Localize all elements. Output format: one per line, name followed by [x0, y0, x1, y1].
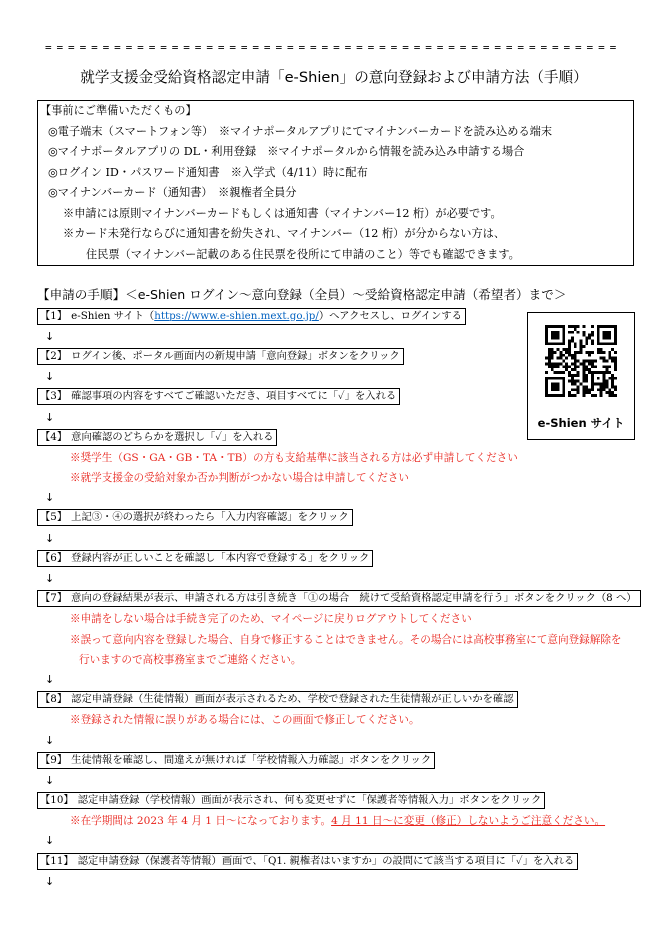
step-7-note: ※申請をしない場合は手続き完了のため、マイページに戻りログアウトしてください	[70, 613, 472, 626]
step-row	[37, 508, 637, 528]
step-number: 【3】	[40, 390, 68, 403]
preparation-heading: 【事前にご準備いただくもの】	[40, 104, 197, 117]
step-row	[37, 791, 637, 811]
step-text: 認定申請登録（学校情報）画面が表示され、何も変更せずに「保護者等情報入力」ボタンをクリック	[77, 794, 542, 807]
step-text: 上記③・④の選択が終わったら「入力内容確認」をクリック	[71, 511, 349, 524]
procedure-heading: 【申請の手順】＜e-Shien ログイン～意向登録（全員）～受給資格認定申請（希望者）まで＞	[37, 287, 567, 302]
e-shien-site-link[interactable]: https://www.e-shien.mext.go.jp/	[154, 309, 319, 322]
step-number: 【1】	[40, 309, 68, 322]
step-7-note: ※誤って意向内容を登録した場合、自身で修正することはできません。その場合には高校事務室にて意向登録解除を	[70, 633, 622, 646]
step-2-box	[37, 348, 404, 365]
step-10-note	[37, 811, 637, 831]
step-10-note-text: ※在学期間は 2023 年 4 月 1 日～になっております。	[70, 815, 332, 828]
step-number: 【4】	[40, 430, 68, 443]
arrow-down-icon: ↓	[45, 773, 55, 787]
qr-code-icon[interactable]	[545, 325, 617, 397]
separator-line: ==================================================	[45, 41, 622, 54]
step-text: 登録内容が正しいことを確認し「本内容で登録する」をクリック	[71, 551, 370, 564]
step-row	[37, 589, 637, 609]
step-text: 確認事項の内容をすべてご確認いただき、項目すべてに「✓」を入れる	[71, 390, 397, 403]
arrow-down-icon: ↓	[45, 531, 55, 545]
preparation-item: ◎マイナンバーカード（通知書） ※親権者全員分	[48, 186, 297, 199]
arrow-down-icon: ↓	[45, 329, 55, 343]
qr-code-panel	[527, 312, 635, 440]
step-4-box	[37, 429, 277, 446]
step-text: e-Shien サイト（	[71, 309, 155, 322]
preparation-note-continuation: 住民票（マイナンバー記載のある住民票を役所にて申請のこと）等でも確認できます。	[86, 247, 520, 261]
step-1-box	[37, 308, 466, 325]
step-number: 【9】	[40, 753, 68, 766]
step-number: 【5】	[40, 511, 68, 524]
arrow-down-icon: ↓	[45, 370, 55, 384]
step-7-box	[37, 590, 641, 607]
step-text: 意向の登録結果が表示、申請される方は引き続き「①の場合 続けて受給資格認定申請を行う」ボタンをクリック（8 へ）	[71, 592, 637, 605]
arrow-down-icon: ↓	[45, 672, 55, 686]
preparation-box	[37, 100, 634, 266]
page-title: 就学支援金受給資格認定申請「e-Shien」の意向登録および申請方法（手順）	[80, 69, 588, 86]
step-11-box	[37, 853, 578, 870]
step-text: 生徒情報を確認し、間違えが無ければ「学校情報入力確認」ボタンをクリック	[71, 753, 432, 766]
step-number: 【10】	[40, 794, 74, 807]
step-text: 認定申請登録（保護者等情報）画面で、「Q1. 親権者はいますか」の設問にて該当する項目に「✓」を入れる	[77, 854, 575, 867]
step-row	[37, 851, 637, 871]
qr-code-label: e-Shien サイト	[537, 416, 625, 430]
step-number: 【7】	[40, 592, 68, 605]
preparation-item: ◎マイナポータルアプリの DL・利用登録 ※マイナポータルから情報を読み込み申請する場合	[48, 145, 525, 158]
step-text: 意向確認のどちらかを選択し「✓」を入れる	[71, 430, 274, 443]
arrow-down-icon: ↓	[45, 874, 55, 888]
step-number: 【8】	[40, 693, 68, 706]
step-9-box	[37, 752, 435, 769]
step-5-box	[37, 509, 353, 526]
preparation-item: ◎電子端末（スマートフォン等） ※マイナポータルアプリにてマイナンバーカードを読み込める端末	[48, 124, 553, 138]
step-10-note-warning: 4 月 11 日～に変更（修正）しないようご注意ください。	[331, 815, 606, 828]
preparation-note: ※カード未発行ならびに通知書を紛失され、マイナンバー（12 桁）が分からない方は、	[63, 227, 506, 240]
step-text: ）へアクセスし、ログインする	[318, 309, 462, 322]
step-3-box	[37, 388, 400, 405]
step-text: ログイン後、ポータル画面内の新規申請「意向登録」ボタンをクリック	[71, 349, 400, 362]
step-7-note-continuation: 行いますので高校事務室までご連絡ください。	[79, 653, 302, 666]
step-row	[37, 548, 637, 568]
step-4-note: ※奨学生（GS・GA・GB・TA・TB）の方も支給基準に該当される方は必ず申請してください	[70, 451, 518, 464]
arrow-down-icon: ↓	[45, 733, 55, 747]
arrow-down-icon: ↓	[45, 834, 55, 848]
step-8-note: ※登録された情報に誤りがある場合には、この画面で修正してください。	[70, 714, 420, 727]
step-row	[37, 690, 637, 710]
arrow-down-icon: ↓	[45, 491, 55, 505]
step-text: 認定申請登録（生徒情報）画面が表示されるため、学校で登録された生徒情報が正しいかを確認	[71, 693, 514, 706]
step-6-box	[37, 550, 373, 567]
step-10-box	[37, 792, 545, 809]
arrow-down-icon: ↓	[45, 410, 55, 424]
step-number: 【2】	[40, 349, 68, 362]
preparation-item: ◎ログイン ID・パスワード通知書 ※入学式（4/11）時に配布	[48, 165, 368, 179]
preparation-note: ※申請には原則マイナンバーカードもしくは通知書（マイナンバー12 桁）が必要です。	[63, 206, 502, 220]
arrow-down-icon: ↓	[45, 572, 55, 586]
step-8-box	[37, 691, 518, 708]
step-number: 【11】	[40, 854, 74, 867]
step-number: 【6】	[40, 551, 68, 564]
step-4-note: ※就学支援金の受給対象か否か判断がつかない場合は申請してください	[70, 472, 409, 485]
step-row	[37, 750, 637, 770]
